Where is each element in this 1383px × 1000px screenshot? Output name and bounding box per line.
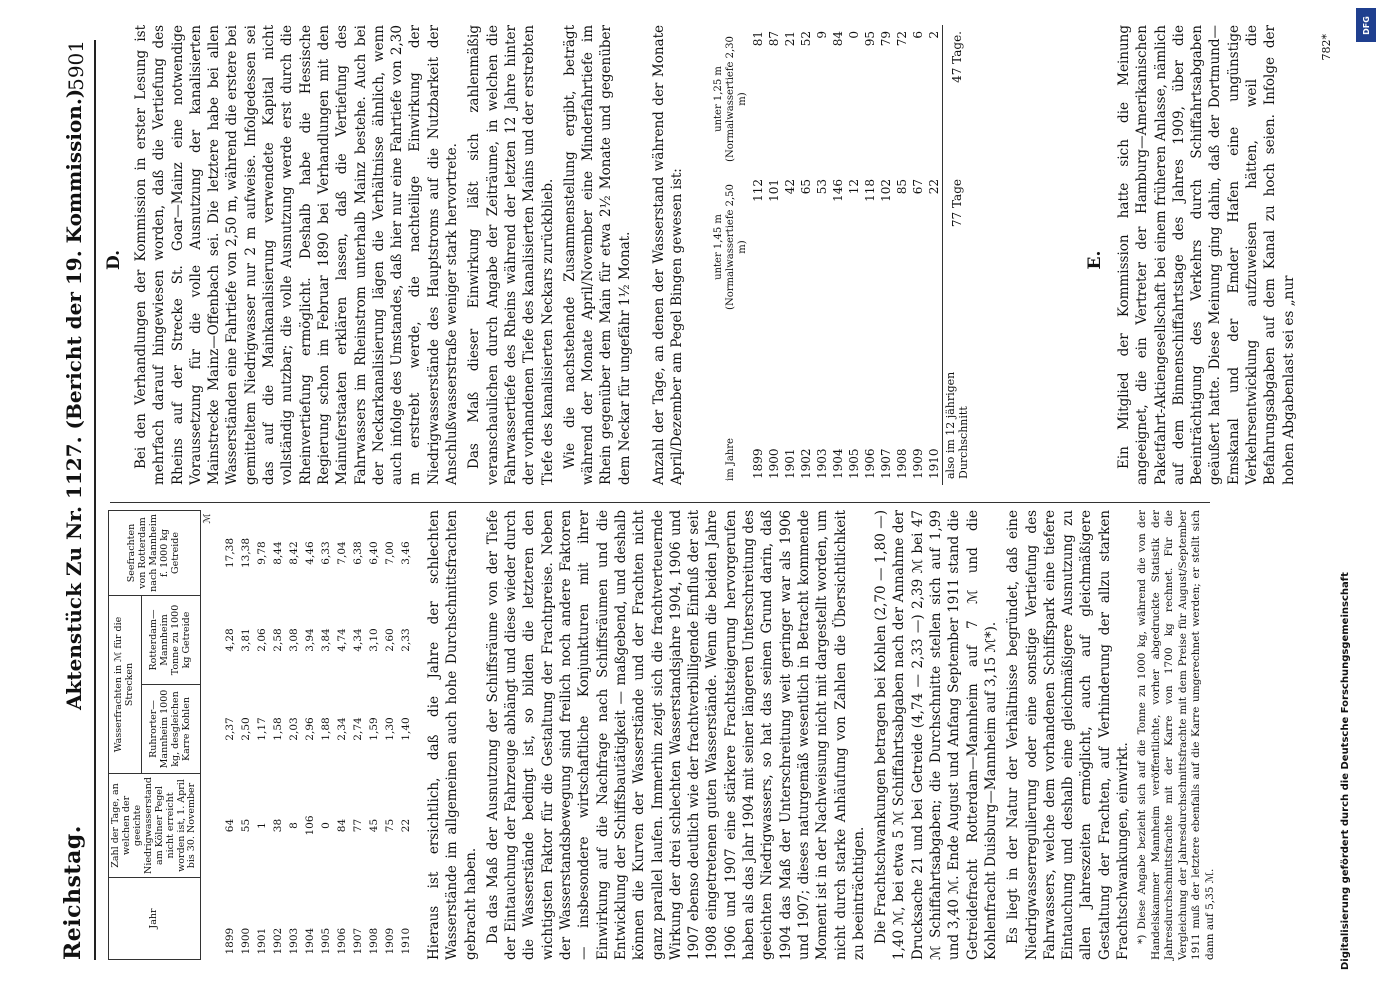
table-row [766,25,782,485]
right-body-text-e [1115,25,1302,485]
cell-b: 84 [831,31,845,47]
cell-year: 1899 [224,927,237,955]
cell-b: 79 [879,31,893,47]
cell-b: 87 [767,31,781,47]
table-row [366,511,382,960]
cell-ruhr: 1,59 [368,717,381,741]
col-b-header: unter 1,25 m (Normalwassertiefe 2,30 m) [713,36,748,162]
cell-year: 1908 [895,448,909,479]
digitization-text: Digitalisierung gefördert durch die Deutsche Forschungsgemeinschaft [1340,572,1351,970]
cell-a: 85 [895,179,909,195]
digitization-note [1340,40,1354,980]
table-row [894,25,910,485]
table-row [798,25,814,485]
cell-year: 1903 [288,927,301,955]
cell-days: 38 [272,818,285,833]
cell-year: 1899 [751,448,765,479]
cell-ruhr: 2,34 [336,717,349,741]
cell-ruhr: 2,37 [224,717,237,741]
cell-ruhr: 2,96 [304,717,317,741]
cell-a: 42 [783,179,797,195]
cell-days: 22 [400,818,413,833]
cell-rott: 2,58 [272,628,285,652]
table-row [334,511,350,960]
cell-a: 112 [751,179,765,202]
col-year-header: im Jahre [725,438,736,481]
cell-rott: 4,34 [352,628,365,652]
cell-a: 22 [927,179,941,195]
cell-ruhr: 1,30 [384,717,397,741]
table-right-title: Anzahl der Tage, an denen der Wasserstand während der Monate April/Dezember am Pegel Bingen gewesen ist: [651,25,686,485]
cell-ruhr: 2,74 [352,717,365,741]
cell-ruhr: 1,40 [400,717,413,741]
cell-see: 8,42 [288,541,301,565]
paragraph: Bei den Verhandlungen der Kommission in erster Lesung ist mehrfach darauf hingewiesen worden, daß die Vertiefung des Rheins auf der Strecke St. Goar—Mainz eine notwendige Voraussetzung für die volle Ausnutzung der kanalisierten Mainstrecke Mainz—Offenbach sei. Die letztere habe bei allen Wasserständen eine Fahrtiefe von 2,50 m, während die erstere bei gemitteltem Niedrigwasser nur 2 m aufweise. Infolgedessen sei das auf die Mainkanalisierung verwendete Kapital nicht vollständig nutzbar; die volle Ausnutzung werde erst durch die Rheinvertiefung ermöglicht. Deshalb habe die Hessische Regierung schon im Februar 1890 bei Verhandlungen mit den Mainuferstaaten erklären lassen, daß die Vertiefung des Fahrwassers im Rheinstrom unterhalb Mainz bestehe. Auch bei der Neckarkanalisierung lägen die Verhältnisse ähnlich, wenn auch infolge des Umstandes, daß hier nur eine Fahrtiefe von 2,30 m erstrebt werde, die nachteilige Einwirkung der Niedrigwasserstände des Hauptstroms auf die Nutzbarkeit der Anschlußwasserstraße weniger stark hervortrete. [133,25,461,485]
cell-a: 101 [767,179,781,202]
cell-rott: 4,28 [224,628,237,652]
cell-a: 118 [863,179,877,202]
table-row [318,511,334,960]
paragraph: Es liegt in der Natur der Verhältnisse begründet, daß eine Niedrigwasserregulierung oder eine sonstige Vertiefung des Fahrwassers, welche dem vorhandenen Schiffspark eine tiefere Eintauchung und deshalb eine gleichmäßigere Ausnutzung zu allen Jahreszeiten ermöglicht, auch auf gleichmäßigere Gestaltung der Frachten, auf Verhinderung der allzu starken Frachtschwankungen, einwirkt. [1005,510,1131,960]
header-rule [94,40,96,960]
col-days-header: Zahl der Tage, an welchen der geeichte Niedrigwasserstand am Kölner Pegel nicht erreicht worden ist, 1. April bis 30. November [109,774,201,878]
cell-year: 1902 [799,448,813,479]
col-year-header: Jahr [109,877,201,959]
table-row [254,511,270,960]
cell-see: 7,00 [384,541,397,565]
cell-days: 64 [224,818,237,833]
table-row [216,511,238,960]
paragraph: Hieraus ist ersichtlich, daß die Jahre der schlechten Wasserstände im allgemeinen auch hohe Durchschnittsfrachten gebracht haben. [426,510,479,960]
cell-year: 1907 [879,448,893,479]
col-rotterdam-header: Rotterdam—Mannheim Tonne zu 1000 kg Getreide [141,596,201,685]
cell-see: 13,38 [240,537,253,569]
header-title: Aktenstück Zu Nr. 1127. (Bericht der 19. Kommission.) [62,88,86,710]
cell-days: 84 [336,818,349,833]
footnote: *) Diese Angabe bezieht sich auf die Tonne zu 1000 kg, während die von der Handelskammer Mannheim veröffentlichte, vorher abgedruckte Statistik der Jahresdurchschnittsfrachte mit der Karre von 1700 kg rechnet. Für die Vergleichung der Jahresdurchschnittsfrachte mit dem Preise für August/September 1911 muß der letztere ebenfalls auf die Karre umgerechnet werden; er stellt sich dann auf 5,35 ℳ. [1136,510,1216,960]
table-row [862,25,878,485]
table-row [750,25,766,485]
cell-rott: 2,06 [256,628,269,652]
cell-year: 1905 [320,927,333,955]
right-body-text-d [132,25,638,485]
cell-rott: 3,81 [240,628,253,652]
cell-days: 75 [384,818,397,833]
table-row [814,25,830,485]
cell-year: 1910 [927,448,941,479]
table-row [286,511,302,960]
cell-ruhr: 1,58 [272,717,285,741]
cell-rott: 2,60 [384,628,397,652]
table-row [782,25,798,485]
cell-year: 1904 [304,927,317,955]
cell-ruhr: 1,88 [320,717,333,741]
cell-a: 12 [847,179,861,195]
paragraph: Das Maß dieser Einwirkung läßt sich zahlenmäßig veranschaulichen durch Angabe der Zeiträume, in welchen die Fahrwassertiefe des Rheins während der letzten 12 Jahre hinter der vorhandenen Tiefe des kanalisierten Mains und der erstrebten Tiefe des kanalisierten Neckars zurückblieb. [466,25,556,485]
cell-see: 9,78 [256,541,269,565]
cell-year: 1910 [400,927,413,955]
cell-days: 55 [240,818,253,833]
cell-b: 72 [895,31,909,47]
freight-table [108,510,414,960]
table-row [270,511,286,960]
cell-year: 1902 [272,927,285,955]
cell-days: 1 [256,822,269,829]
cell-see: 8,44 [272,541,285,565]
cell-a: 102 [879,179,893,202]
sum-b: 47 Tage. [943,25,972,173]
cell-year: 1904 [831,448,845,479]
cell-b: 52 [799,31,813,47]
table-row [398,511,414,960]
cell-b: 95 [863,31,877,47]
cell-year: 1901 [256,927,269,955]
cell-ruhr: 1,17 [256,717,269,741]
cell-year: 1908 [368,927,381,955]
unit-label: ℳ [202,513,214,524]
table-row [830,25,846,485]
cell-year: 1901 [783,448,797,479]
cell-see: 6,38 [352,541,365,565]
cell-rott: 2,33 [400,628,413,652]
cell-year: 1907 [352,927,365,955]
cell-a: 67 [911,179,925,195]
table-row [846,25,862,485]
paragraph: Da das Maß der Ausnutzung der Schiffsräume von der Tiefe der Eintauchung der Fahrzeuge abhängt und diese wieder durch die Wasserstände bedingt ist, so bilden die letzteren den wichtigsten Faktor für die Gestaltung der Frachtpreise. Neben der Wasserstandsbewegung sind freilich noch andere Faktoren — insbesondere wirtschaftliche Konjunkturen mit ihrer Einwirkung auf die Nachfrage nach Schiffsräumen und die Entwicklung der Schiffsbautätigkeit — maßgebend, und deshalb können die Kurven der Wasserstände und der Frachten nicht ganz parallel laufen. Immerhin zeigt sich die frachtverteuernde Wirkung der drei schlechten Wasserstandsjahre 1904, 1906 und 1907 ebenso deutlich wie der frachtverbilligende Einfluß der seit 1908 eingetretenen guten Wasserstände. Wenn die beiden Jahre 1906 und 1907 eine stärkere Frachtsteigerung hervorgerufen haben als das Jahr 1904 mit seiner längeren Unterschreitung des geeichten Niedrigwassers, so hat das seinen Grund darin, daß 1904 das Maß der Unterschreitung weit geringer war als 1906 und 1907; dieses naturgemäß wesentlich in Betracht kommende Moment ist in der Nachweisung nicht mit dargestellt worden, um nicht durch starke Anhäufung von Zahlen die Übersichtlichkeit zu beeinträchtigen. [484,510,867,960]
cell-year: 1909 [911,448,925,479]
cell-see: 4,46 [304,541,317,565]
table-row [910,25,926,485]
cell-rott: 3,94 [304,628,317,652]
cell-see: 7,04 [336,541,349,565]
col-freight-group-header: Wasserfrachten in ℳ für die Strecken [109,596,142,774]
cell-year: 1906 [336,927,349,955]
cell-year: 1903 [815,448,829,479]
section-heading-d: D. [104,249,124,271]
cell-see: 6,33 [320,541,333,565]
table-row [878,25,894,485]
header-reichstag: Reichstag. [60,825,86,960]
paragraph: Wie die nachstehende Zusammenstellung ergibt, beträgt während der Monate April/November eine Minderfahrtiefe im Rhein gegenüber dem Main für etwa 2¹⁄₂ Monate und gegenüber dem Neckar für ungefähr 1¹⁄₂ Monat. [561,25,633,485]
dfg-logo [1356,8,1376,42]
cell-b: 9 [815,31,829,39]
table-row [350,511,366,960]
paragraph: Ein Mitglied der Kommission hatte sich die Meinung angeeignet, die ein Vertreter der Hamburg—Amerikanischen Paketfahrt-Aktiengesellschaft bei einem früheren Anlasse, nämlich auf dem Binnenschiffahrtstage des Jahres 1909, über die Beeinträchtigung des Verkehrs durch Schiffahrtsabgaben geäußert hatte. Diese Meinung ging dahin, daß der Dortmund—Emskanal und der Emder Hafen eine ungünstige Verkehrsentwicklung aufzuweisen hätten, weil die Befahrungsabgaben auf dem Kanal zu hoch seien. Infolge der hohen Abgabenlast sei es „nur [1116,25,1297,485]
cell-b: 6 [911,31,925,39]
table-row [382,511,398,960]
cell-days: 106 [304,815,317,836]
page-number: 5901 [64,40,88,91]
cell-days: 77 [352,818,365,833]
cell-year: 1900 [240,927,253,955]
cell-rott: 3,08 [288,628,301,652]
sum-label: also im 12 jährigen Durchschnitt [943,321,972,485]
cell-days: 45 [368,818,381,833]
cell-b: 21 [783,31,797,47]
cell-days: 8 [288,822,301,829]
section-heading-e: E. [1085,250,1105,270]
cell-rott: 4,74 [336,628,349,652]
page-mark: 782* [1320,34,1333,61]
cell-see: 3,46 [400,541,413,565]
col-seefracht-header: Seefrachten von Rotterdam nach Mannheim f. 1000 kg Getreide [109,511,201,596]
sum-a: 77 Tage [943,173,972,321]
cell-year: 1906 [863,448,877,479]
cell-b: 2 [927,31,941,39]
cell-ruhr: 2,03 [288,717,301,741]
cell-year: 1900 [767,448,781,479]
paragraph: Die Frachtschwankungen betragen bei Kohlen (2,70 — 1,80 —) 1,40 ℳ, bei etwa 5 ℳ Schiffahrtsabgaben nach der Annahme der Drucksache 21 und bei Getreide (4,74 — 2,33 —) 2,39 ℳ bei 47 ℳ Schiffahrtsabgaben; die Durchschnitte stellen sich auf 1,99 und 3,40 ℳ. Ende August und Anfang September 1911 stand die Getreidefracht Rotterdam—Mannheim auf 7 ℳ und die Kohlenfracht Duisburg—Mannheim auf 3,15 ℳ*). [873,510,999,960]
cell-year: 1909 [384,927,397,955]
water-level-table [712,25,971,485]
col-a-header: unter 1,45 m (Normalwassertiefe 2,50 m) [713,184,748,310]
cell-a: 65 [799,179,813,195]
cell-b: 0 [847,31,861,39]
cell-see: 6,40 [368,541,381,565]
left-body-text [425,510,1221,960]
cell-b: 81 [751,31,765,47]
table-row [926,25,943,485]
table-row [302,511,318,960]
cell-rott: 3,10 [368,628,381,652]
table-row [238,511,254,960]
cell-a: 53 [815,179,829,195]
dfg-logo-text: DFG [1361,15,1371,35]
cell-days: 0 [320,822,333,829]
column-divider [110,502,1210,503]
cell-see: 17,38 [224,537,237,569]
col-ruhrort-header: Ruhrorter—Mannheim 1000 kg, desgleichen Karre Kohlen [141,685,201,774]
cell-year: 1905 [847,448,861,479]
cell-rott: 3,84 [320,628,333,652]
cell-ruhr: 2,50 [240,717,253,741]
cell-a: 146 [831,179,845,202]
